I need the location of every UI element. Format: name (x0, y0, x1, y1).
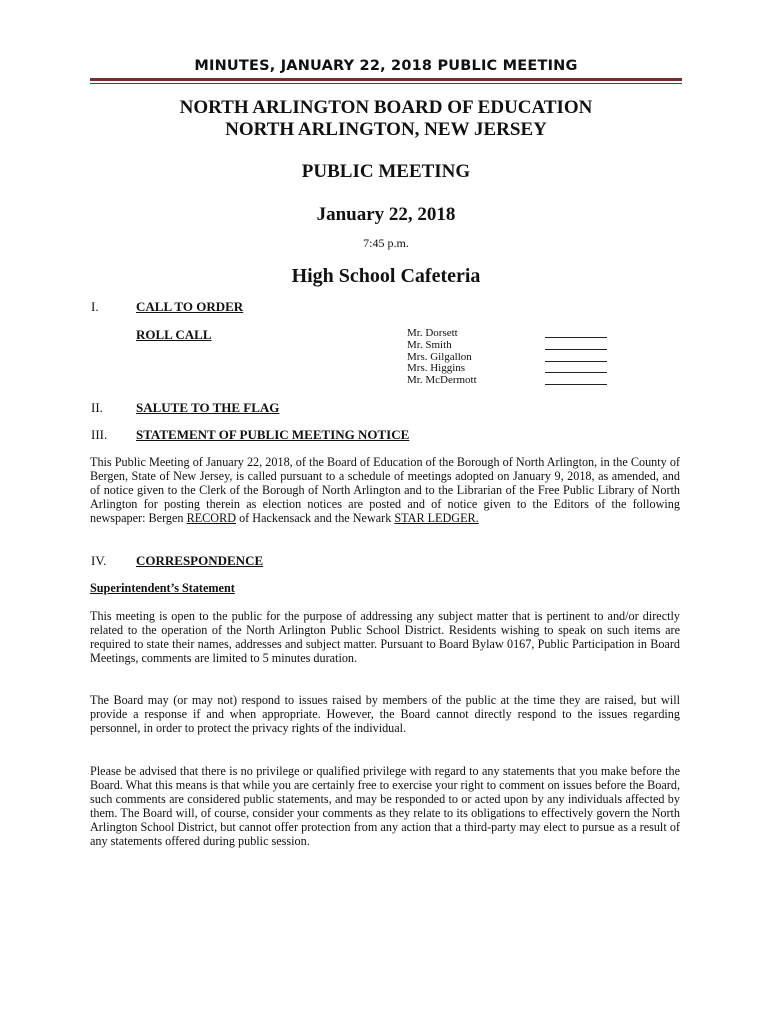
attendance-blank (545, 340, 607, 350)
section-number-1: I. (91, 299, 99, 314)
section-correspondence: CORRESPONDENCE (136, 553, 264, 568)
attendance-blank (545, 375, 607, 385)
header-rule-thin (90, 83, 682, 84)
header-rule-thick (90, 78, 682, 81)
superintendent-heading: Superintendent’s Statement (90, 581, 235, 595)
title-line-1: NORTH ARLINGTON BOARD OF EDUCATION (179, 97, 593, 118)
newspaper-star-ledger: STAR LEDGER. (394, 511, 479, 525)
statement-paragraph-3: Please be advised that there is no privilege or qualified privilege with regard to any statements that you make before the Board. What this means is that while you are certainly free to exercise your right to comment on issues before the Board, such comments are considered public statements, and may be responded to or acted upon by any individuals affected by them. The Board will, of course, consider your comments as they relate to its obligations to effectively govern the North Arlington School District, but cannot offer protection from any action that a third-party may elect to pursue as a result of any statements offered during public session. (90, 764, 680, 848)
roll-call-row (407, 375, 607, 387)
attendance-blank (545, 352, 607, 362)
running-header: MINUTES, JANUARY 22, 2018 PUBLIC MEETING (194, 58, 578, 74)
statement-paragraph-2: The Board may (or may not) respond to issues raised by members of the public at the time they are raised, but will provide a response if and when appropriate. However, the Board cannot directly respond to the issues regarding personnel, in order to protect the privacy rights of the individual. (90, 693, 680, 735)
document-title (90, 97, 682, 141)
section-number-2: II. (91, 400, 103, 415)
meeting-type: PUBLIC MEETING (301, 161, 471, 182)
section-call-to-order: CALL TO ORDER (136, 299, 244, 314)
attendance-blank (545, 328, 607, 338)
member-name: Mr. Smith (407, 338, 452, 351)
section-public-meeting-notice: STATEMENT OF PUBLIC MEETING NOTICE (136, 427, 410, 442)
roll-call-row (407, 340, 607, 352)
meeting-date: January 22, 2018 (316, 204, 456, 225)
section-roll-call: ROLL CALL (136, 327, 212, 342)
notice-paragraph (90, 455, 680, 525)
notice-text-mid: of Hackensack and the Newark (236, 511, 395, 525)
statement-paragraph-1: This meeting is open to the public for the purpose of addressing any subject matter that is pertinent to and/or directly related to the operation of the North Arlington Public School District. Residents wishing to speak on such items are required to state their names, addresses and subject matter. Pursuant to Board Bylaw 0167, Public Participation in Board Meetings, comments are limited to 5 minutes duration. (90, 609, 680, 665)
member-name: Mrs. Gilgallon (407, 350, 472, 363)
section-number-3: III. (91, 427, 108, 442)
roll-call-list (407, 328, 607, 387)
section-number-4: IV. (91, 553, 107, 568)
member-name: Mr. McDermott (407, 374, 477, 387)
meeting-time: 7:45 p.m. (363, 236, 409, 250)
member-name: Mr. Dorsett (407, 327, 458, 339)
title-line-2: NORTH ARLINGTON, NEW JERSEY (225, 119, 547, 140)
attendance-blank (545, 363, 607, 373)
member-name: Mrs. Higgins (407, 362, 466, 375)
newspaper-record: RECORD (186, 511, 237, 525)
section-salute-to-flag: SALUTE TO THE FLAG (136, 400, 280, 415)
meeting-location: High School Cafeteria (291, 265, 481, 287)
notice-text-main: This Public Meeting of January 22, 2018, of the Board of Education of the Borough of North Arlington, in the County of Bergen, State of New Jersey, is called pursuant to a schedule of meetings adopted on January 9, 2018, as amended, and of notice given to the Clerk of the Borough of North Arlington and to the Librarian of the Free Public Library of North Arlington for posting therein as election notices are posted and of notice given to the Editors of the following newspaper: Bergen (90, 455, 680, 525)
